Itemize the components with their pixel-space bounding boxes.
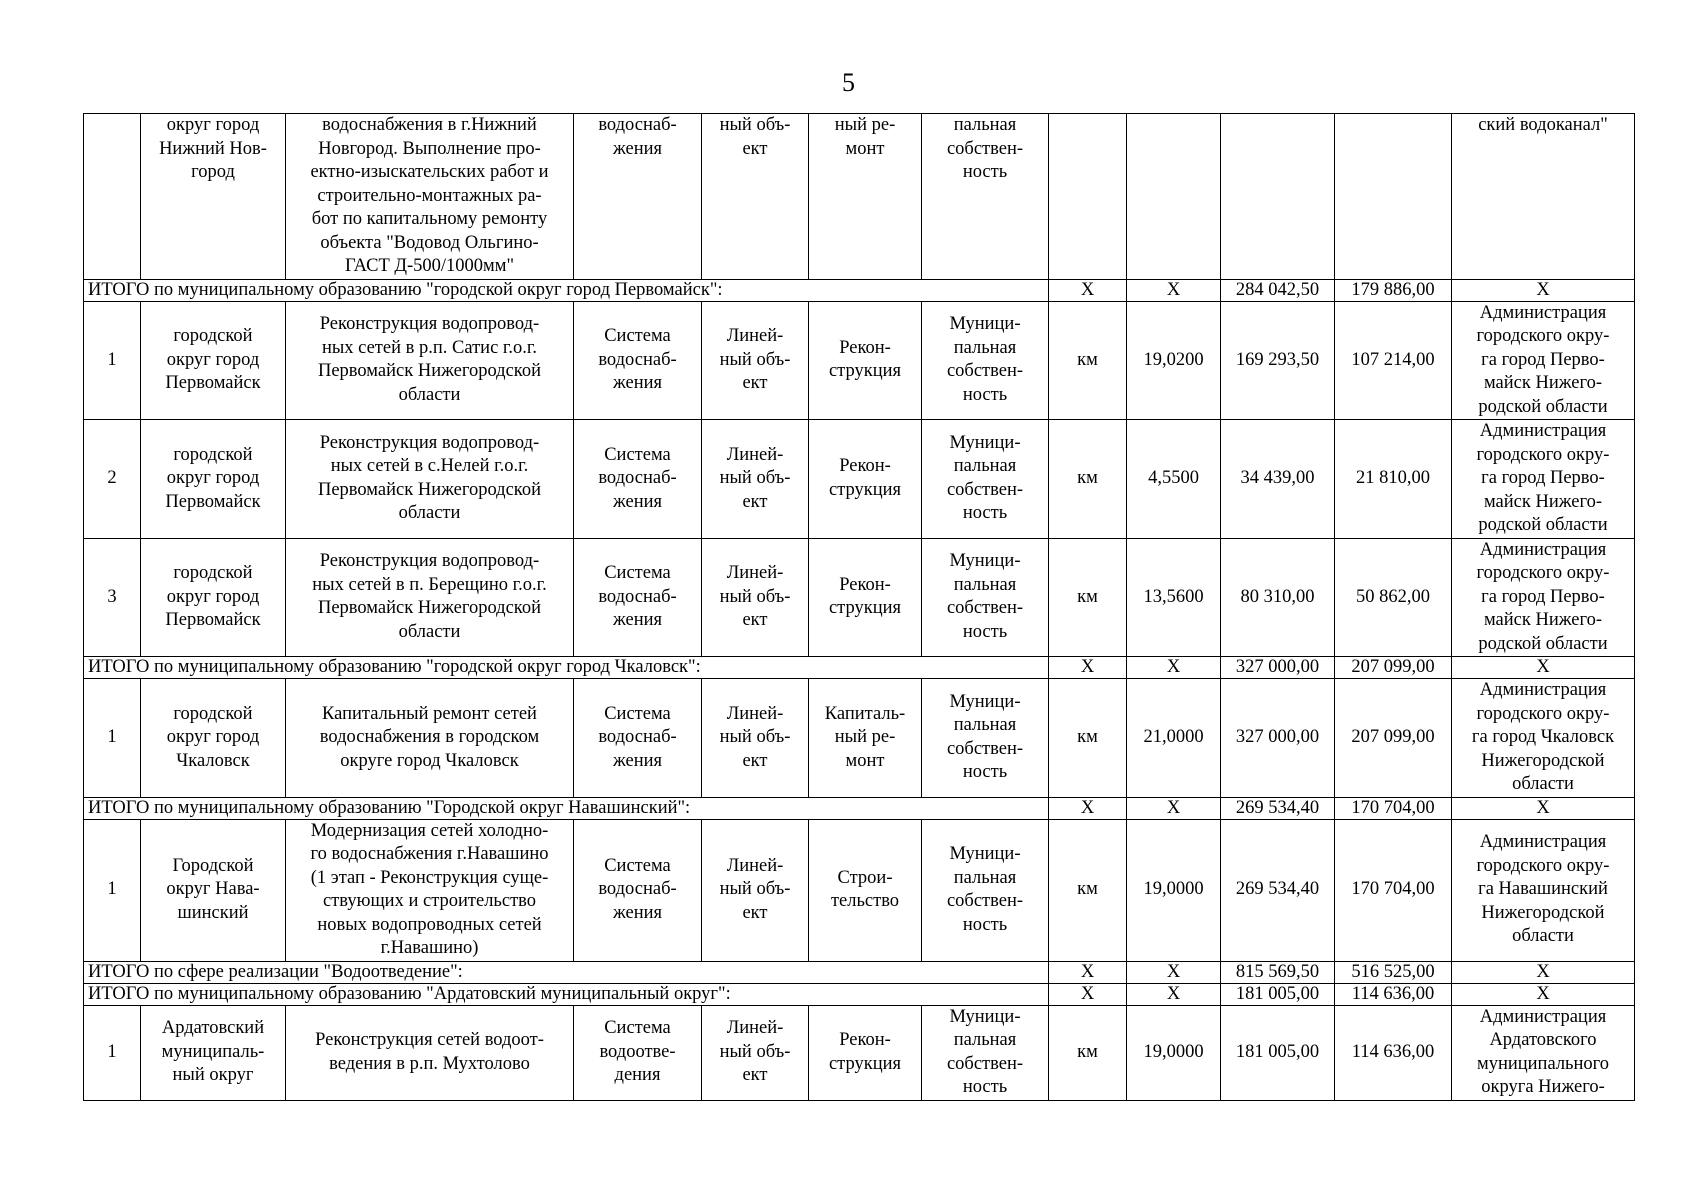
total-row <box>84 279 1635 301</box>
row-number-cell <box>84 1005 141 1100</box>
object-type-cell <box>702 420 809 539</box>
cell-text: городской округ город Первомайск <box>165 444 261 512</box>
capacity-cell <box>1127 538 1221 657</box>
object-type-cell <box>702 679 809 798</box>
customer-cell <box>1452 301 1635 420</box>
cell-text: Система водоснаб- жения <box>598 703 677 771</box>
capacity-cell <box>1127 301 1221 420</box>
ownership-cell <box>922 420 1049 539</box>
total-row <box>84 797 1635 819</box>
subsidy-cell: 170 704,00 <box>1335 797 1452 819</box>
system-type-cell <box>574 420 702 539</box>
object-name-cell <box>286 301 574 420</box>
ownership-cell <box>922 301 1049 420</box>
unit-cell: X <box>1049 657 1127 679</box>
cell-text: км <box>1077 1041 1098 1062</box>
object-name-cell <box>286 538 574 657</box>
total-row <box>84 961 1635 983</box>
cell-text: Реконструкция водопровод- ных сетей в п. Берещино г.о.г. Первомайск Нижегородской области <box>312 551 547 642</box>
data-table <box>83 113 1635 1101</box>
table-row <box>84 420 1635 539</box>
cell-text: Муници- пальная собствен- ность <box>946 844 1024 935</box>
subsidy-cell <box>1335 1005 1452 1100</box>
cell-text: км <box>1077 468 1098 488</box>
municipality-cell <box>141 538 286 657</box>
cell-text: 19,0000 <box>1143 879 1204 900</box>
capacity-cell <box>1127 1005 1221 1100</box>
row-number-cell <box>84 301 141 420</box>
row-number-cell <box>84 114 141 280</box>
ownership-cell <box>922 538 1049 657</box>
cell-text: Система водоотве- дения <box>599 1018 676 1086</box>
cell-text: 1 <box>107 349 117 370</box>
customer-cell: X <box>1452 657 1635 679</box>
cell-text: 207 099,00 <box>1351 727 1435 747</box>
customer-cell <box>1452 819 1635 961</box>
municipality-cell <box>141 301 286 420</box>
cell-text: городской округ город Первомайск <box>165 326 261 393</box>
total-cost-cell: 181 005,00 <box>1221 983 1335 1005</box>
customer-cell <box>1452 679 1635 798</box>
total-label-cell: ИТОГО по муниципальному образованию "Ардатовский муниципальный округ": <box>84 983 1049 1005</box>
cell-text: Реконструкция сетей водоот- ведения в р.п. Мухтолово <box>315 1030 544 1074</box>
cell-text: Рекон- струкция <box>828 337 902 382</box>
cell-text: 34 439,00 <box>1240 468 1315 488</box>
customer-cell: X <box>1452 797 1635 819</box>
object-name-cell <box>286 420 574 539</box>
object-type-cell <box>702 538 809 657</box>
capacity-cell: X <box>1127 961 1221 983</box>
object-type-cell <box>702 301 809 420</box>
work-type-cell <box>809 420 922 539</box>
cell-text: Линей- ный объ- ект <box>719 444 791 512</box>
subsidy-cell <box>1335 679 1452 798</box>
total-cost-cell <box>1221 301 1335 420</box>
municipality-cell <box>141 1005 286 1100</box>
unit-cell <box>1049 538 1127 657</box>
subsidy-cell: 114 636,00 <box>1335 983 1452 1005</box>
cell-text: Администрация городского окру- га город Перво- майск Нижего- родской области <box>1476 302 1610 417</box>
subsidy-cell <box>1335 301 1452 420</box>
unit-cell: X <box>1049 279 1127 301</box>
cell-text: Система водоснаб- жения <box>598 563 677 630</box>
unit-cell: X <box>1049 961 1127 983</box>
cell-text: Линей- ный объ- ект <box>719 703 791 771</box>
customer-cell <box>1452 420 1635 539</box>
customer-cell <box>1452 114 1635 280</box>
system-type-cell <box>574 538 702 657</box>
total-row <box>84 983 1635 1005</box>
object-name-cell <box>286 819 574 961</box>
table-body <box>84 114 1635 1101</box>
capacity-cell: X <box>1127 797 1221 819</box>
total-cost-cell: 269 534,40 <box>1221 797 1335 819</box>
cell-text: Муници- пальная собствен- ность <box>946 314 1024 405</box>
total-label-cell: ИТОГО по муниципальному образованию "городской округ город Первомайск": <box>84 279 1049 301</box>
cell-text: 181 005,00 <box>1235 1041 1320 1062</box>
cell-text: 1 <box>107 879 117 900</box>
cell-text: ский водоканал" <box>1478 115 1608 135</box>
subsidy-cell: 179 886,00 <box>1335 279 1452 301</box>
cell-text: водоснаб- жения <box>598 115 677 159</box>
total-row <box>84 657 1635 679</box>
table-row <box>84 538 1635 657</box>
subsidy-cell <box>1335 114 1452 280</box>
table-row <box>84 679 1635 798</box>
total-cost-cell <box>1221 819 1335 961</box>
cell-text: Система водоснаб- жения <box>598 855 677 923</box>
cell-text: 13,5600 <box>1143 586 1204 607</box>
cell-text: Линей- ный объ- ект <box>719 855 791 923</box>
work-type-cell <box>809 538 922 657</box>
cell-text: Линей- ный объ- ект <box>719 563 791 630</box>
capacity-cell <box>1127 114 1221 280</box>
cell-text: км <box>1077 879 1098 900</box>
cell-text: пальная собствен- ность <box>946 115 1024 182</box>
cell-text: Линей- ный объ- ект <box>719 326 791 393</box>
cell-text: Линей- ный объ- ект <box>719 1018 791 1086</box>
total-label-cell: ИТОГО по муниципальному образованию "Городской округ Навашинский": <box>84 797 1049 819</box>
total-cost-cell <box>1221 1005 1335 1100</box>
work-type-cell <box>809 679 922 798</box>
cell-text: 2 <box>107 468 117 488</box>
system-type-cell <box>574 301 702 420</box>
cell-text: км <box>1077 586 1098 607</box>
cell-text: 170 704,00 <box>1351 879 1435 900</box>
cell-text: 327 000,00 <box>1235 727 1320 747</box>
system-type-cell <box>574 114 702 280</box>
table-row <box>84 1005 1635 1100</box>
municipality-cell <box>141 819 286 961</box>
subsidy-cell <box>1335 819 1452 961</box>
subsidy-cell: 516 525,00 <box>1335 961 1452 983</box>
system-type-cell <box>574 1005 702 1100</box>
cell-text: Рекон- струкция <box>828 1030 902 1074</box>
cell-text: 1 <box>107 1041 117 1062</box>
capacity-cell: X <box>1127 983 1221 1005</box>
object-name-cell <box>286 1005 574 1100</box>
total-cost-cell <box>1221 420 1335 539</box>
capacity-cell: X <box>1127 279 1221 301</box>
object-type-cell <box>702 1005 809 1100</box>
cell-text: Строи- тельство <box>830 867 900 911</box>
cell-text: 107 214,00 <box>1351 349 1435 370</box>
municipality-cell <box>141 114 286 280</box>
unit-cell: X <box>1049 797 1127 819</box>
unit-cell <box>1049 301 1127 420</box>
unit-cell <box>1049 420 1127 539</box>
cell-text: Городской округ Нава- шинский <box>166 855 260 923</box>
total-label-cell: ИТОГО по муниципальному образованию "городской округ город Чкаловск": <box>84 657 1049 679</box>
table-row <box>84 819 1635 961</box>
cell-text: Муници- пальная собствен- ность <box>946 1006 1024 1097</box>
row-number-cell <box>84 538 141 657</box>
cell-text: Капиталь- ный ре- монт <box>824 703 906 771</box>
total-cost-cell: 327 000,00 <box>1221 657 1335 679</box>
cell-text: 19,0200 <box>1143 349 1204 370</box>
customer-cell: X <box>1452 279 1635 301</box>
total-cost-cell <box>1221 538 1335 657</box>
object-name-cell <box>286 679 574 798</box>
cell-text: 3 <box>107 586 117 607</box>
cell-text: 50 862,00 <box>1356 586 1430 607</box>
cell-text: Рекон- струкция <box>828 574 902 619</box>
cell-text: городской округ город Первомайск <box>165 563 261 630</box>
cell-text: 269 534,40 <box>1235 879 1320 900</box>
customer-cell <box>1452 1005 1635 1100</box>
municipality-cell <box>141 420 286 539</box>
capacity-cell <box>1127 420 1221 539</box>
cell-text: Реконструкция водопровод- ных сетей в с.Нелей г.о.г. Первомайск Нижегородской области <box>317 432 542 524</box>
system-type-cell <box>574 679 702 798</box>
cell-text: водоснабжения в г.Нижний Новгород. Выполнение про- ектно-изыскательских работ и строительно-монтажных ра- бот по капитальному ремонту объекта "Водовод Ольгино- ГАСТ Д-500/1000мм" <box>310 115 549 276</box>
work-type-cell <box>809 1005 922 1100</box>
cell-text: Капитальный ремонт сетей водоснабжения в городском округе город Чкаловск <box>319 703 540 771</box>
unit-cell <box>1049 819 1127 961</box>
ownership-cell <box>922 114 1049 280</box>
object-type-cell <box>702 819 809 961</box>
cell-text: 21,0000 <box>1143 727 1204 747</box>
cell-text: 169 293,50 <box>1235 349 1320 370</box>
unit-cell <box>1049 1005 1127 1100</box>
system-type-cell <box>574 819 702 961</box>
row-number-cell <box>84 420 141 539</box>
cell-text: городской округ город Чкаловск <box>166 703 260 771</box>
total-cost-cell <box>1221 114 1335 280</box>
cell-text: ный ре- монт <box>834 115 896 159</box>
cell-text: Реконструкция водопровод- ных сетей в р.п. Сатис г.о.г. Первомайск Нижегородской области <box>317 314 542 405</box>
subsidy-cell <box>1335 538 1452 657</box>
cell-text: 114 636,00 <box>1351 1041 1435 1062</box>
row-number-cell <box>84 819 141 961</box>
unit-cell <box>1049 679 1127 798</box>
total-cost-cell <box>1221 679 1335 798</box>
table-row <box>84 114 1635 280</box>
total-label-cell: ИТОГО по сфере реализации "Водоотведение": <box>84 961 1049 983</box>
work-type-cell <box>809 301 922 420</box>
ownership-cell <box>922 679 1049 798</box>
work-type-cell <box>809 819 922 961</box>
work-type-cell <box>809 114 922 280</box>
table-row <box>84 301 1635 420</box>
object-name-cell <box>286 114 574 280</box>
ownership-cell <box>922 1005 1049 1100</box>
cell-text: 21 810,00 <box>1356 468 1430 488</box>
unit-cell: X <box>1049 983 1127 1005</box>
row-number-cell <box>84 679 141 798</box>
cell-text: 19,0000 <box>1143 1041 1204 1062</box>
subsidy-cell: 207 099,00 <box>1335 657 1452 679</box>
municipality-cell <box>141 679 286 798</box>
cell-text: 1 <box>107 727 117 747</box>
total-cost-cell: 284 042,50 <box>1221 279 1335 301</box>
cell-text: Администрация городского окру- га город Чкаловск Нижегородской области <box>1471 680 1615 794</box>
capacity-cell: X <box>1127 657 1221 679</box>
cell-text: км <box>1077 349 1098 370</box>
cell-text: Модернизация сетей холодно- го водоснабжения г.Навашино (1 этап - Реконструкция суще- ствующих и строительство новых водопроводных сетей г.Навашино) <box>310 820 549 958</box>
total-cost-cell: 815 569,50 <box>1221 961 1335 983</box>
cell-text: Администрация Ардатовского муниципального округа Нижего- <box>1476 1006 1610 1097</box>
ownership-cell <box>922 819 1049 961</box>
cell-text: Система водоснаб- жения <box>598 444 677 512</box>
capacity-cell <box>1127 819 1221 961</box>
cell-text: Муници- пальная собствен- ность <box>946 551 1024 642</box>
cell-text: округ город Нижний Нов- город <box>159 115 267 182</box>
cell-text: Муници- пальная собствен- ность <box>946 691 1024 783</box>
cell-text: Система водоснаб- жения <box>598 326 677 393</box>
cell-text: км <box>1077 727 1098 747</box>
cell-text: Администрация городского окру- га город Перво- майск Нижего- родской области <box>1476 539 1610 654</box>
cell-text: 80 310,00 <box>1240 586 1315 607</box>
object-type-cell <box>702 114 809 280</box>
customer-cell: X <box>1452 983 1635 1005</box>
cell-text: Муници- пальная собствен- ность <box>946 432 1024 524</box>
customer-cell <box>1452 538 1635 657</box>
capacity-cell <box>1127 679 1221 798</box>
unit-cell <box>1049 114 1127 280</box>
cell-text: Администрация городского окру- га город Перво- майск Нижего- родской области <box>1476 421 1610 535</box>
cell-text: 4,5500 <box>1148 468 1199 488</box>
cell-text: ный объ- ект <box>719 115 791 159</box>
customer-cell: X <box>1452 961 1635 983</box>
cell-text: Ардатовский муниципаль- ный округ <box>161 1018 265 1086</box>
page-number: 5 <box>842 68 855 97</box>
cell-text: Рекон- струкция <box>828 456 902 500</box>
subsidy-cell <box>1335 420 1452 539</box>
cell-text: Администрация городского окру- га Навашинский Нижегородской области <box>1476 832 1610 947</box>
